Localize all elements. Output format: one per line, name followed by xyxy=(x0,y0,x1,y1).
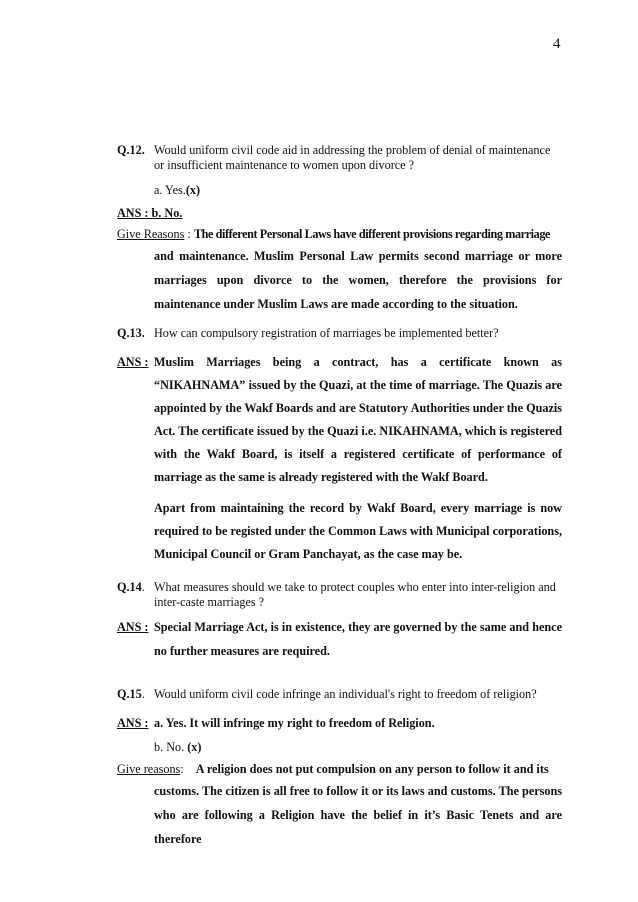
answer-paragraph-1: Muslim Marriages being a contract, has a certificate known as “NIKAHNAMA” issued by the Quazi, at the time of marriage. The Quazis are appointed by the Wakf Boards and are Statutory Authorities under the Quazis Act. The certificate issued by the Quazi i.e. NIKAHNAMA, which is registered with the Wakf Board, is itself a registered certificate of performance of marriage as the same is already registered with the Wakf Board. xyxy=(154,355,562,484)
option-b-mark: (x) xyxy=(187,740,202,754)
page-number: 4 xyxy=(553,36,561,52)
answer-a-text: a. Yes. It will infringe my right to freedom of Religion. xyxy=(154,716,435,730)
option-a-mark: (x) xyxy=(185,183,201,197)
answer-13 xyxy=(117,351,562,489)
question-14 xyxy=(117,580,562,610)
reasons-first: A religion does not put compulsion on any person to follow it and its xyxy=(195,762,549,776)
reasons-label: Give reasons xyxy=(117,762,181,776)
option-a-text: a. Yes. xyxy=(154,183,186,197)
reasons-rest: customs. The citizen is all free to follow it or its laws and customs. The persons who are following a Religion have the belief in it’s Basic Tenets and are therefore xyxy=(154,784,562,846)
question-12-block xyxy=(117,143,562,316)
answer-paragraph-2: Apart from maintaining the record by Wakf Board, every marriage is now required to be registed under the Common Laws with Municipal corporations, Municipal Council or Gram Panchayat, as the case may be. xyxy=(154,501,562,561)
reasons-sep: : xyxy=(180,762,184,776)
answer-text: Special Marriage Act, is in existence, they are governed by the same and hence no further measures are required. xyxy=(154,620,562,658)
answer-label: ANS : b. No. xyxy=(117,206,183,220)
reasons-rest: and maintenance. Muslim Personal Law permits second marriage or more marriages upon divorce to the women, therefore the provisions for maintenance under Muslim Laws are made according to the situation. xyxy=(154,249,562,311)
question-13-block xyxy=(117,326,562,566)
question-13 xyxy=(117,326,562,341)
question-14-block xyxy=(117,580,562,663)
question-15 xyxy=(117,687,562,702)
question-number: Q.14. xyxy=(117,580,145,594)
ans-label: ANS : xyxy=(117,716,149,730)
question-text: How can compulsory registration of marriages be implemented better? xyxy=(154,326,499,340)
option-b-text: b. No. xyxy=(154,740,185,754)
question-number: Q.12. xyxy=(117,143,145,157)
question-number: Q.15. xyxy=(117,687,145,701)
answer-15 xyxy=(117,716,562,731)
question-text: Would uniform civil code aid in addressing the problem of denial of maintenance or insufficient maintenance to women upon divorce ? xyxy=(154,143,551,172)
ans-label: ANS : xyxy=(117,355,149,369)
question-12 xyxy=(117,143,562,173)
question-text: Would uniform civil code infringe an individual's right to freedom of religion? xyxy=(154,687,537,701)
question-15-block xyxy=(117,687,562,851)
reasons-sep: : xyxy=(184,227,194,241)
reasons-first-line xyxy=(117,227,562,242)
answer-14 xyxy=(117,615,562,663)
reasons-label: Give Reasons xyxy=(117,227,185,241)
reasons-first-line xyxy=(117,762,562,777)
ans-label: ANS : xyxy=(117,620,149,634)
option-b xyxy=(117,740,562,755)
question-text: What measures should we take to protect couples who enter into inter-religion and inter-caste marriages ? xyxy=(154,580,556,609)
option-a xyxy=(117,183,562,198)
question-number: Q.13. xyxy=(117,326,145,340)
reasons-first: The different Personal Laws have different provisions regarding marriage xyxy=(193,227,551,241)
